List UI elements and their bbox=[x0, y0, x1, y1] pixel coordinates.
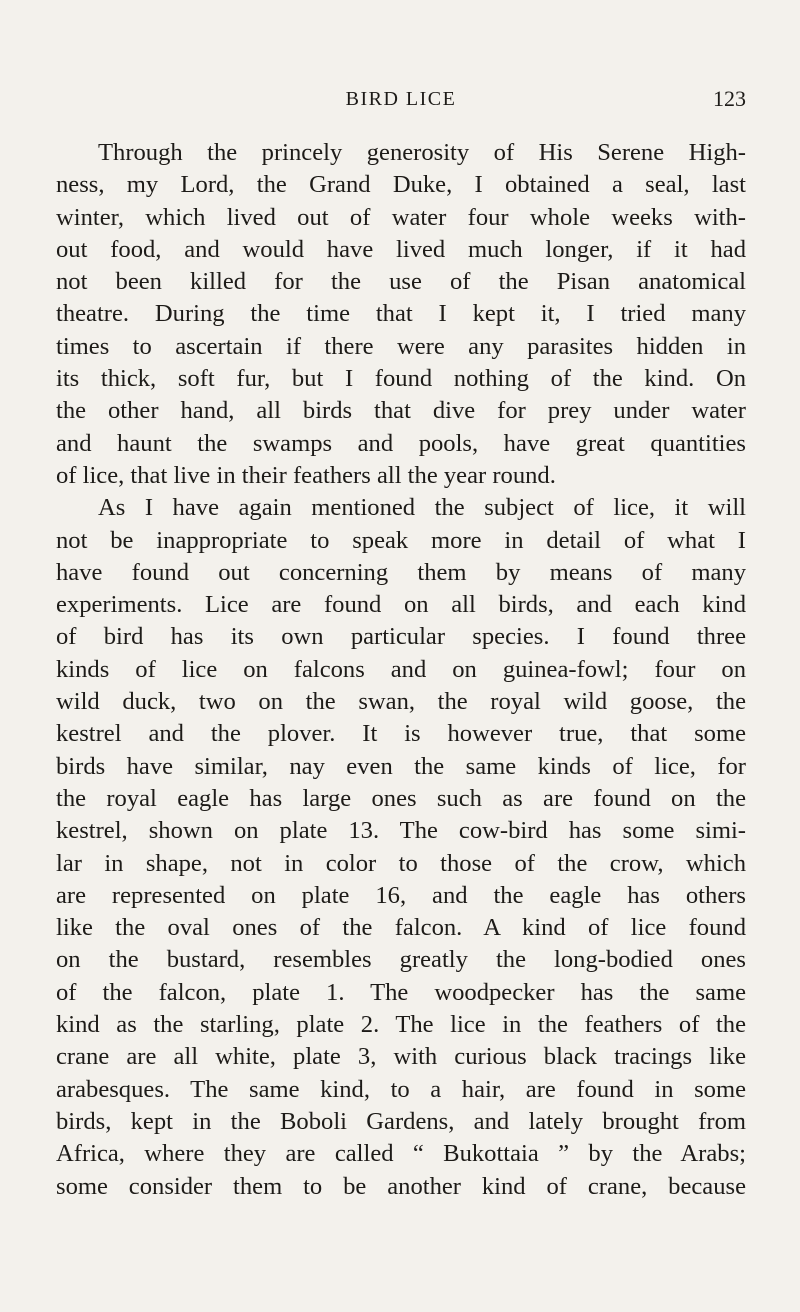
text-line: the royal eagle has large ones such as are found on the bbox=[56, 784, 746, 812]
text-line: like the oval ones of the falcon. A kind of lice found bbox=[56, 914, 746, 942]
text-line: crane are all white, plate 3, with curious black tracings like bbox=[56, 1043, 746, 1071]
text-line: wild duck, two on the swan, the royal wild goose, the bbox=[56, 688, 746, 716]
text-line: kinds of lice on falcons and on guinea-fowl; four on bbox=[56, 655, 746, 683]
text-line: of the falcon, plate 1. The woodpecker has the same bbox=[56, 978, 746, 1006]
running-head bbox=[56, 84, 746, 114]
text-line: not been killed for the use of the Pisan anatomical bbox=[56, 268, 746, 296]
text-line: have found out concerning them by means of many bbox=[56, 558, 746, 586]
running-title: BIRD LICE bbox=[345, 88, 457, 110]
text-line: times to ascertain if there were any parasites hidden in bbox=[56, 332, 746, 360]
text-line: birds, kept in the Boboli Gardens, and lately brought from bbox=[56, 1107, 746, 1135]
text-line: ness, my Lord, the Grand Duke, I obtained a seal, last bbox=[56, 171, 746, 199]
body-text bbox=[56, 137, 746, 1203]
text-line: kestrel and the plover. It is however true, that some bbox=[56, 720, 746, 748]
text-line: are represented on plate 16, and the eagle has others bbox=[56, 881, 746, 909]
text-line: of bird has its own particular species. I found three bbox=[56, 623, 746, 651]
text-line: As I have again mentioned the subject of lice, it will bbox=[98, 494, 746, 522]
text-line: birds have similar, nay even the same kinds of lice, for bbox=[56, 752, 746, 780]
text-line: and haunt the swamps and pools, have great quantities bbox=[56, 429, 746, 457]
text-line: kestrel, shown on plate 13. The cow-bird has some simi- bbox=[56, 817, 746, 845]
text-line: its thick, soft fur, but I found nothing of the kind. On bbox=[56, 365, 746, 393]
text-line: the other hand, all birds that dive for prey under water bbox=[56, 397, 746, 425]
text-line: theatre. During the time that I kept it, I tried many bbox=[56, 300, 746, 328]
text-line: on the bustard, resembles greatly the long-bodied ones bbox=[56, 946, 746, 974]
text-line: experiments. Lice are found on all birds, and each kind bbox=[56, 591, 746, 619]
text-line: not be inappropriate to speak more in detail of what I bbox=[56, 526, 746, 554]
text-line: Through the princely generosity of His Serene High- bbox=[98, 139, 746, 166]
text-line: winter, which lived out of water four whole weeks with- bbox=[56, 203, 746, 231]
text-line: of lice, that live in their feathers all the year round. bbox=[56, 461, 556, 489]
text-line: kind as the starling, plate 2. The lice in the feathers of the bbox=[56, 1011, 746, 1039]
text-line: some consider them to be another kind of crane, because bbox=[56, 1172, 746, 1200]
text-line: arabesques. The same kind, to a hair, are found in some bbox=[56, 1075, 746, 1103]
text-line: out food, and would have lived much longer, if it had bbox=[56, 235, 746, 263]
page-number: 123 bbox=[713, 86, 746, 111]
text-line: Africa, where they are called “ Bukottaia ” by the Arabs; bbox=[56, 1140, 746, 1168]
text-line: lar in shape, not in color to those of the crow, which bbox=[56, 849, 746, 877]
